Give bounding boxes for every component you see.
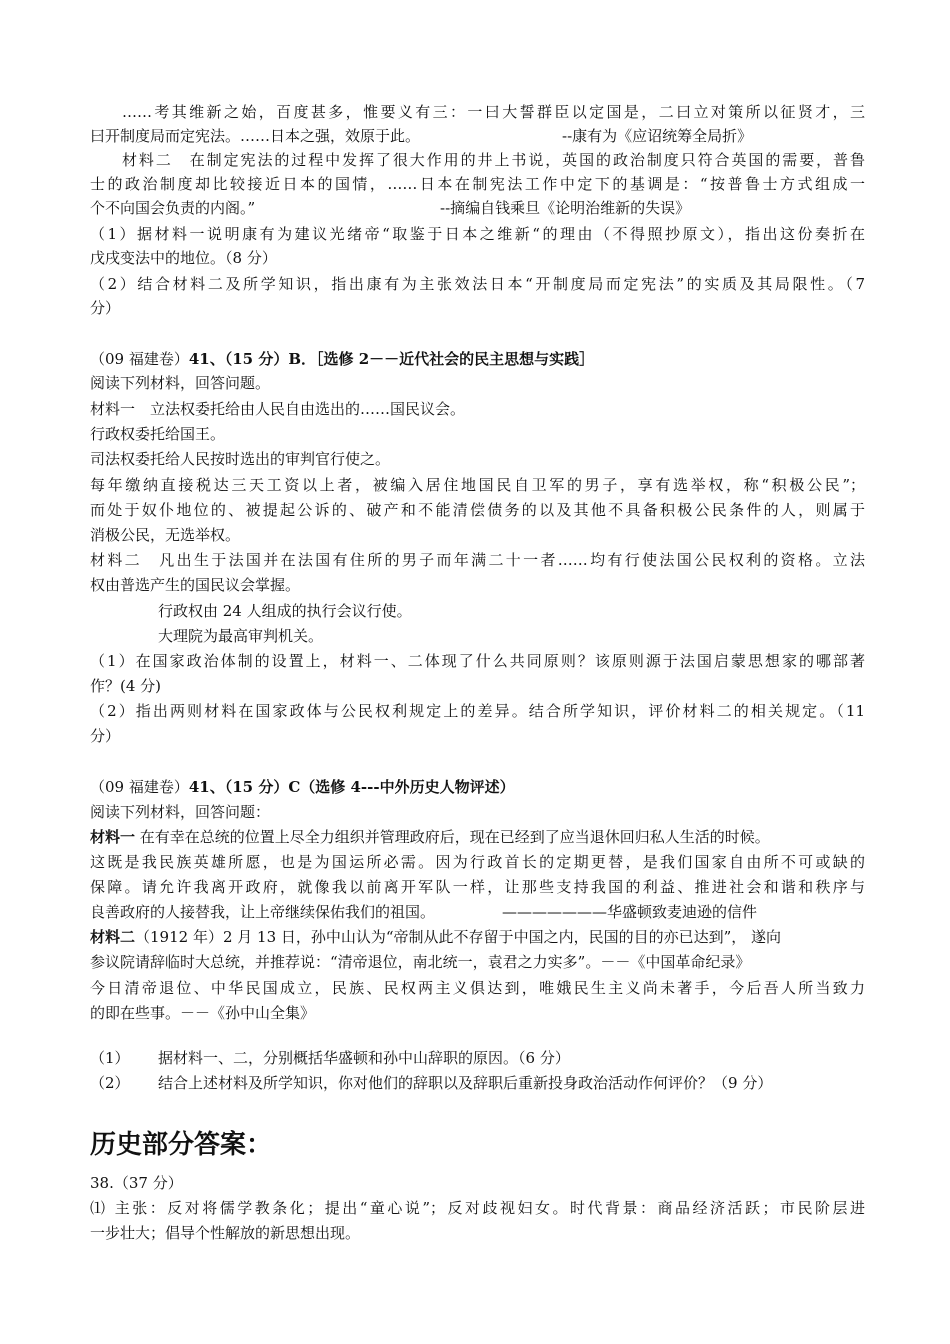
s1-line-5-text: 个不向国会负责的内阁。” bbox=[90, 199, 256, 217]
s1-line-2-text: 曰开制度局而定宪法。……日本之强，效原于此。 bbox=[90, 127, 421, 145]
s2-material-line-5: 而处于奴仆地位的、被提起公诉的、破产和不能清偿债务的以及其他不具备积极公民条件的人，则属于 bbox=[90, 501, 865, 519]
s2-heading bbox=[90, 347, 865, 371]
s3-material-line-1 bbox=[90, 825, 865, 849]
s1-question-1a: （1）据材料一说明康有为建议光绪帝“取鉴于日本之维新“的理由（不得照抄原文），指出这份奏折在 bbox=[90, 225, 865, 243]
s3-heading-title: 41、（15 分）C（选修 4---中外历史人物评述） bbox=[188, 778, 515, 796]
s3-material-line-7: 今日清帝退位、中华民国成立，民族、民权两主义俱达到，唯娥民生主义尚未著手，今后吾人所当致力 bbox=[90, 979, 865, 997]
s3-question-1-text: 据材料一、二，分别概括华盛顿和孙中山辞职的原因。（6 分） bbox=[158, 1049, 570, 1067]
s1-question-2b: 分） bbox=[90, 299, 121, 317]
s2-material-line-2: 行政权委托给国王。 bbox=[90, 425, 226, 443]
s3-question-1 bbox=[90, 1046, 865, 1070]
s3-question-2 bbox=[90, 1071, 865, 1095]
s3-material-2-label: 材料二 bbox=[90, 928, 136, 946]
s3-material-line-5 bbox=[90, 925, 865, 949]
answer-1-line-a: ⑴ 主张：反对将儒学教条化；提出“童心说”；反对歧视妇女。时代背景：商品经济活跃；市民阶层进 bbox=[90, 1199, 865, 1217]
s1-line-3: 材料二 在制定宪法的过程中发挥了很大作用的井上书说，英国的政治制度只符合英国的需要，普鲁 bbox=[122, 151, 865, 169]
s1-line-5 bbox=[90, 196, 865, 220]
s3-heading-source: （09 福建卷） bbox=[90, 778, 189, 796]
s3-material-line-8: 的即在些事。－－《孙中山全集》 bbox=[90, 1004, 316, 1022]
s2-material-line-7: 材料二 凡出生于法国并在法国有住所的男子而年满二十一者……均有行使法国公民权利的资格。立法 bbox=[90, 551, 865, 569]
s2-question-1a: （1）在国家政治体制的设置上，材料一、二体现了什么共同原则？该原则源于法国启蒙思想家的哪部著 bbox=[90, 652, 865, 670]
s3-material-line-3: 保障。请允许我离开政府，就像我以前离开军队一样，让那些支持我国的利益、推进社会和谐和秩序与 bbox=[90, 878, 865, 896]
s2-material-line-6: 消极公民，无选举权。 bbox=[90, 526, 241, 544]
s3-material-1-label: 材料一 bbox=[90, 828, 136, 846]
s3-material-line-4 bbox=[90, 900, 865, 924]
s3-material-4-text: 良善政府的人接替我，让上帝继续保佑我们的祖国。 bbox=[90, 903, 436, 921]
s2-question-1b: 作？(4 分) bbox=[90, 677, 162, 695]
answers-heading: 历史部分答案： bbox=[90, 1130, 273, 1160]
s1-line-2 bbox=[90, 124, 865, 148]
s2-material-line-1: 材料一 立法权委托给由人民自由选出的……国民议会。 bbox=[90, 400, 466, 418]
s1-question-2a: （2）结合材料二及所学知识，指出康有为主张效法日本“开制度局而定宪法”的实质及其局限性。（7 bbox=[90, 275, 865, 293]
s1-line-1: ……考其维新之始，百度甚多，惟要义有三：一曰大誓群臣以定国是，二曰立对策所以征贤才，三 bbox=[122, 103, 865, 121]
answer-38-label: 38.（37 分） bbox=[90, 1174, 183, 1192]
s1-line-2-source: --康有为《应诏统筹全局折》 bbox=[562, 127, 753, 145]
s3-material-line-6: 参议院请辞临时大总统，并推荐说：“清帝退位，南北统一，袁君之力实多”。－－《中国革命纪录》 bbox=[90, 953, 751, 971]
s3-material-4-source: ———————华盛顿致麦迪逊的信件 bbox=[502, 903, 758, 921]
s1-line-5-source: --摘编自钱乘旦《论明治维新的失误》 bbox=[440, 199, 691, 217]
s2-intro: 阅读下列材料，回答问题。 bbox=[90, 374, 271, 392]
s2-heading-title: 41、（15 分）B．［选修 2－－近代社会的民主思想与实践］ bbox=[188, 350, 595, 368]
s2-material-line-8: 权由普选产生的国民议会掌握。 bbox=[90, 576, 301, 594]
s2-question-2a: （2）指出两则材料在国家政体与公民权利规定上的差异。结合所学知识，评价材料二的相关规定。（11 bbox=[90, 702, 865, 720]
s3-question-2-text: 结合上述材料及所学知识，你对他们的辞职以及辞职后重新投身政治活动作何评价？（9 分） bbox=[158, 1074, 773, 1092]
answer-1-line-b: 一步壮大；倡导个性解放的新思想出现。 bbox=[90, 1224, 361, 1242]
s2-material-line-4: 每年缴纳直接税达三天工资以上者，被编入居住地国民自卫军的男子，享有选举权，称“积极公民”； bbox=[90, 476, 865, 494]
s3-question-1-number: （1） bbox=[90, 1049, 130, 1067]
s2-material-line-9: 行政权由 24 人组成的执行会议行使。 bbox=[158, 602, 412, 620]
s2-question-2b: 分） bbox=[90, 727, 121, 745]
s3-question-2-number: （2） bbox=[90, 1074, 130, 1092]
s1-question-1b: 戊戌变法中的地位。（8 分） bbox=[90, 249, 277, 267]
s3-heading bbox=[90, 775, 865, 799]
s2-heading-source: （09 福建卷） bbox=[90, 350, 189, 368]
s3-material-5-text: （1912 年）2 月 13 日，孙中山认为“帝制从此不存留于中国之内，民国的目的亦已达到”， 遂向 bbox=[135, 928, 782, 946]
s3-intro: 阅读下列材料，回答问题： bbox=[90, 803, 271, 821]
s2-material-line-10: 大理院为最高审判机关。 bbox=[158, 627, 324, 645]
s3-material-line-2: 这既是我民族英雄所愿，也是为国运所必需。因为行政首长的定期更替，是我们国家自由所不可或缺的 bbox=[90, 853, 865, 871]
s3-material-1-text: 在有幸在总统的位置上尽全力组织并管理政府后，现在已经到了应当退休回归私人生活的时候。 bbox=[135, 828, 770, 846]
s2-material-line-3: 司法权委托给人民按时选出的审判官行使之。 bbox=[90, 450, 391, 468]
s1-line-4: 士的政治制度却比较接近日本的国情，……日本在制宪法工作中定下的基调是：“按普鲁士方式组成一 bbox=[90, 175, 865, 193]
